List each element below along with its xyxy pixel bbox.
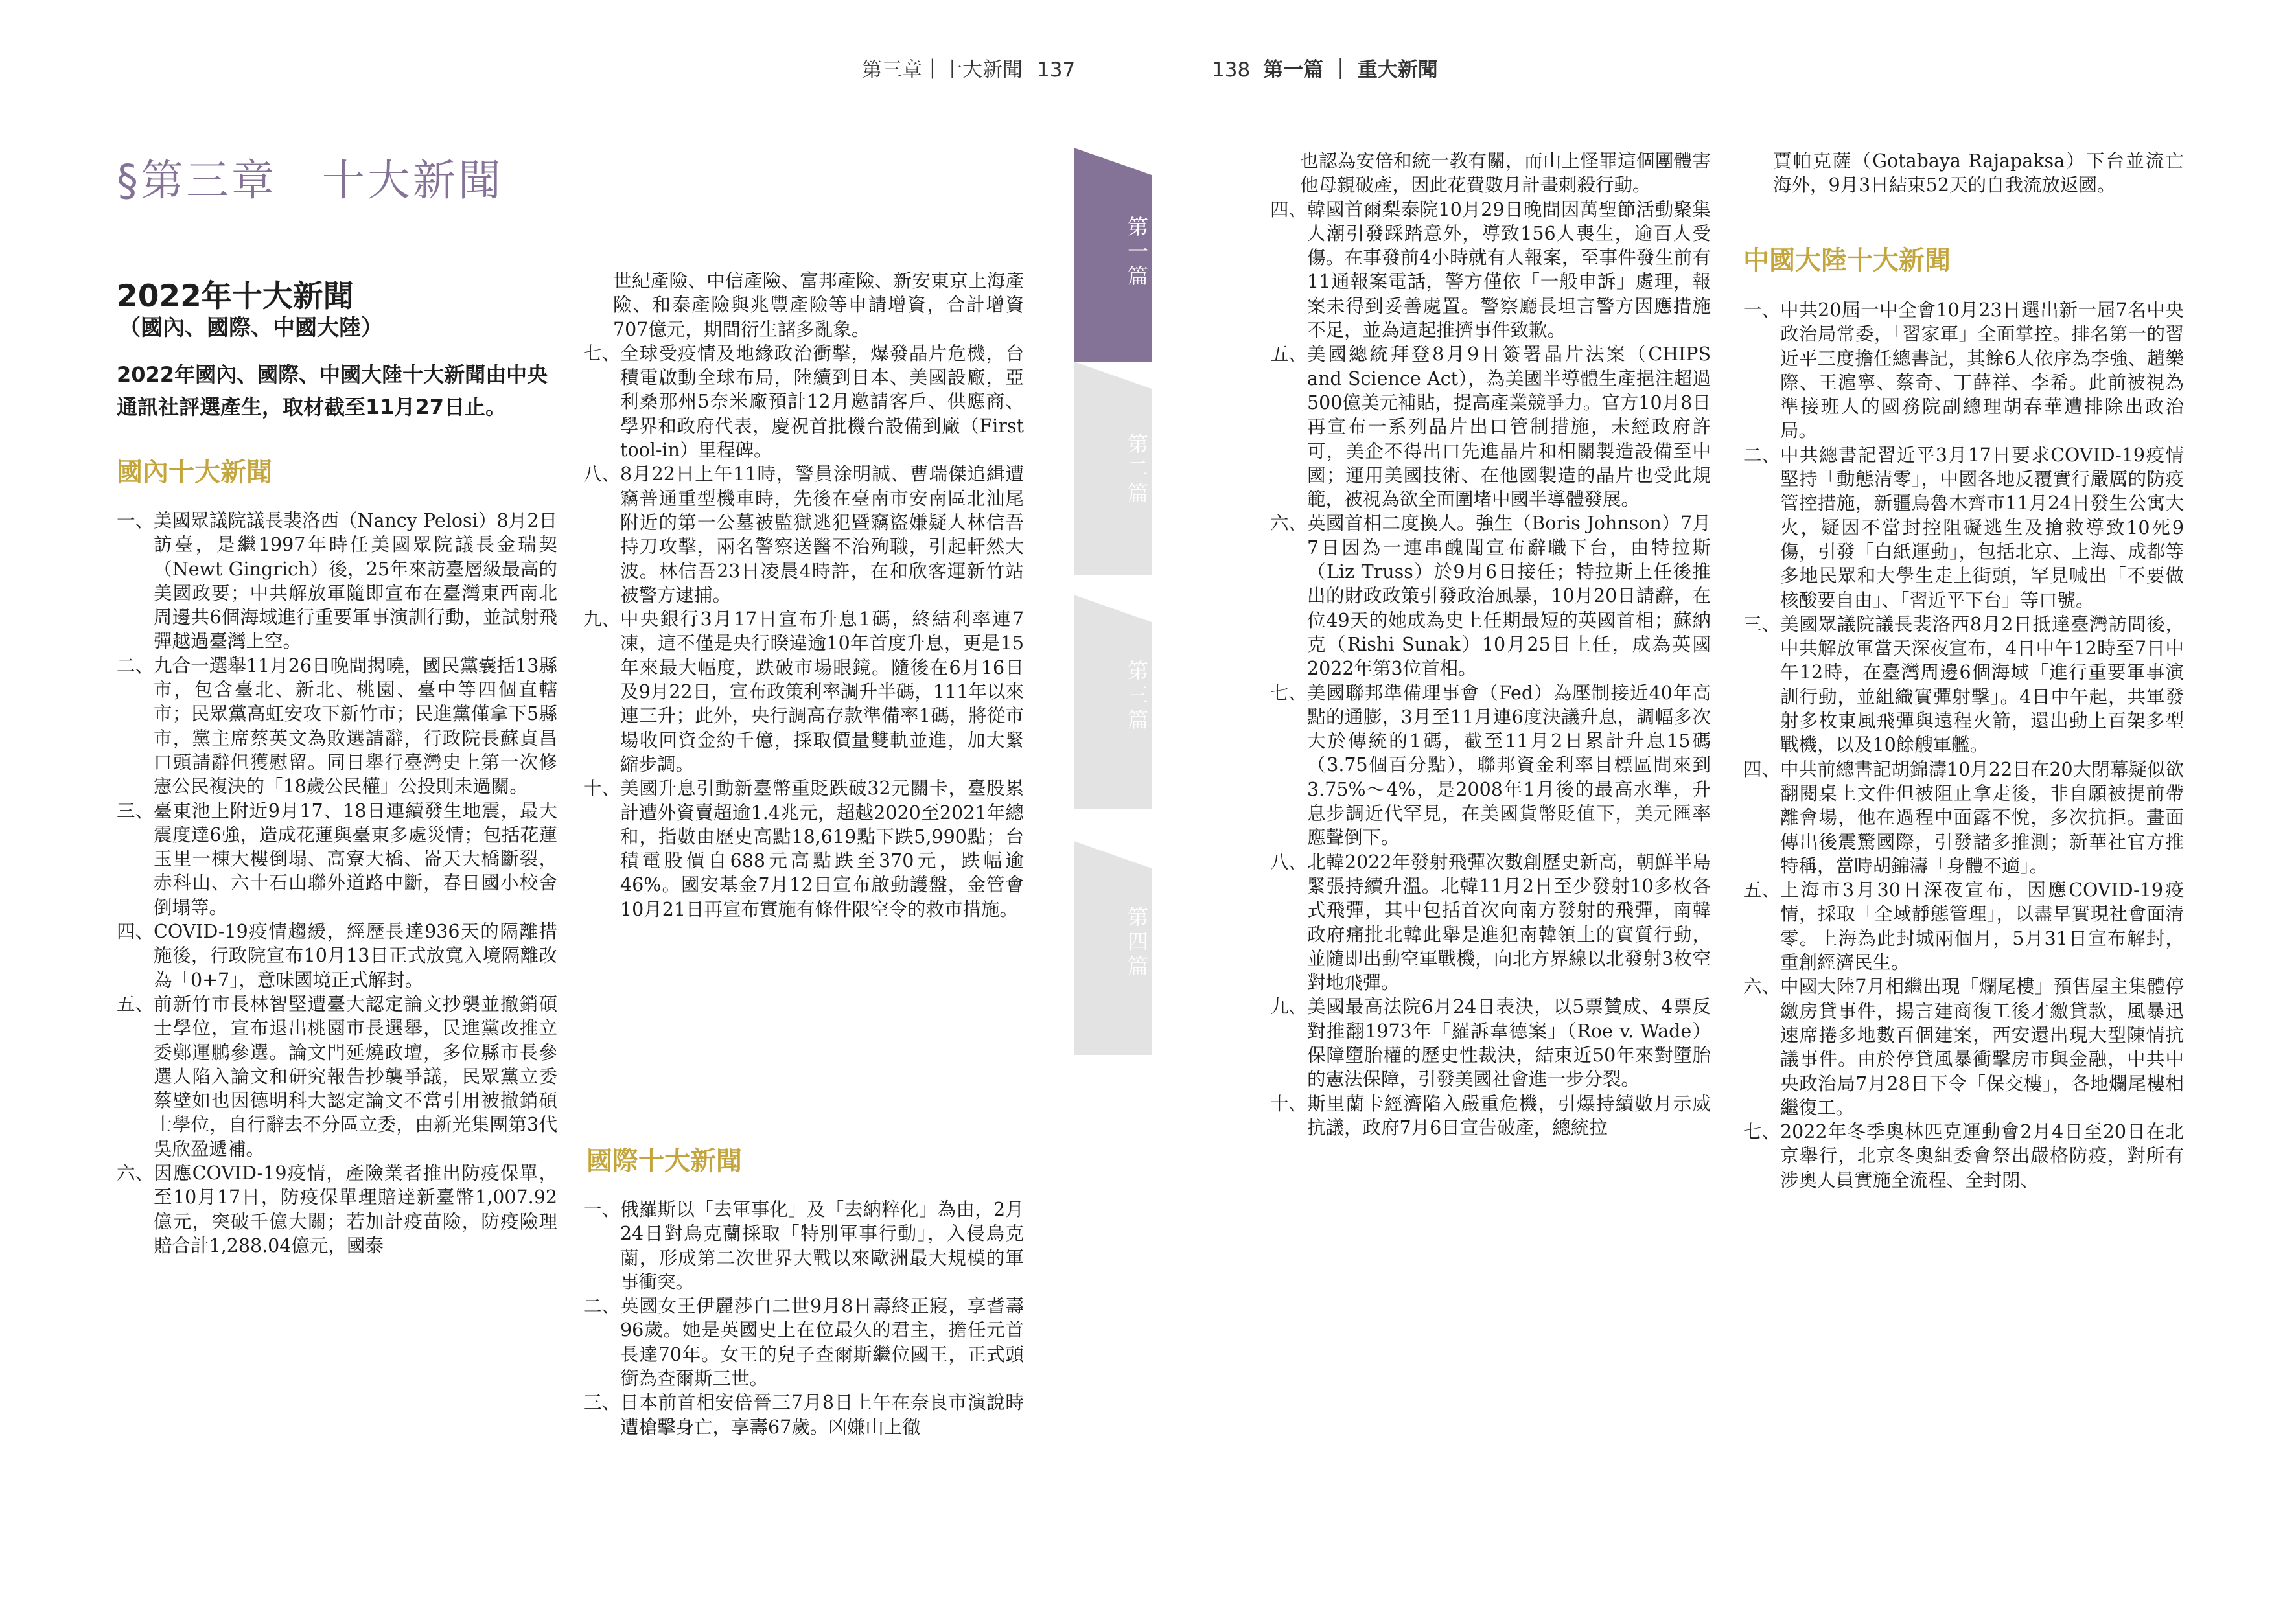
item-number: 五、 — [1743, 879, 1781, 901]
item-text: 美國總統拜登8月9日簽署晶片法案（CHIPS and Science Act），為美國半導體生產挹注超過500億美元補貼，提高產業競爭力。官方10月8日再宣布一系列晶片出口管制措施，未經政府許可，美企不得出口先進晶片和相關製造設備至中國；運用美國技術、在他國製造的晶片也受此規範，被視為欲全面圍堵中國半導體發展。 — [1307, 343, 1711, 511]
item-text: 2022年冬季奧林匹克運動會2月4日至20日在北京舉行，北京冬奧組委會祭出嚴格防疫，對所有涉奧人員實施全流程、全封閉、 — [1780, 1121, 2184, 1191]
item-text: 斯里蘭卡經濟陷入嚴重危機，引爆持續數月示威抗議，政府7月6日宣告破產，總統拉 — [1307, 1093, 1711, 1139]
domestic-item-3 — [117, 799, 557, 919]
domestic-item-1 — [117, 509, 557, 654]
domestic-item-4 — [117, 919, 557, 992]
domestic-item-8 — [583, 462, 1024, 607]
domestic-item-9 — [583, 607, 1024, 776]
item-text: 中國大陸7月相繼出現「爛尾樓」預售屋主集體停繳房貸事件，揚言建商復工後才繳貸款，風暴迅速席捲多地數百個建案，西安還出現大型陳情抗議事件。由於停貸風暴衝擊房市與金融，中共中央政治局7月28日下令「保交樓」，各地爛尾樓相繼復工。 — [1780, 976, 2184, 1118]
item-number: 四、 — [117, 921, 154, 943]
item-number: 八、 — [1270, 851, 1308, 873]
item-number: 五、 — [1270, 343, 1308, 365]
international-item-5 — [1270, 342, 1711, 511]
china-item-6 — [1743, 975, 2184, 1120]
international-item-10 — [1270, 1092, 1711, 1140]
tab-label: 第一篇 — [1124, 216, 1149, 290]
item-text: 日本前首相安倍晉三7月8日上午在奈良市演說時遭槍擊身亡，享壽67歲。凶嫌山上徹 — [620, 1392, 1024, 1438]
item-number: 三、 — [117, 800, 154, 822]
tab-part-4[interactable] — [1074, 841, 1152, 1055]
item-text: 臺東池上附近9月17、18日連續發生地震，最大震度達6強，造成花蓮與臺東多處災情；包括花蓮玉里一棟大樓倒塌、高寮大橋、崙天大橋斷裂，赤科山、六十石山聯外道路中斷，春日國小校舍倒塌等。 — [154, 800, 557, 918]
item-number: 六、 — [117, 1162, 154, 1185]
item-number: 十、 — [583, 778, 621, 800]
international-item-6 — [1270, 511, 1711, 680]
tab-label: 第二篇 — [1124, 433, 1149, 507]
item-text: 美國眾議院議長裴洛西（Nancy Pelosi）8月2日訪臺，是繼1997年時任美國眾院議長金瑞契（Newt Gingrich）後，25年來訪臺層級最高的美國政要；中共解放軍隨即宣布在臺灣東西南北周邊共6個海域進行重要軍事演訓行動，並試射飛彈越過臺灣上空。 — [154, 510, 557, 653]
item-text: 8月22日上午11時，警員涂明誠、曹瑞傑追緝遭竊普通重型機車時，先後在臺南市安南區北汕尾附近的第一公墓被監獄逃犯暨竊盜嫌疑人林信吾持刀攻擊，兩名警察送醫不治殉職，引起軒然大波。林信吾23日凌晨4時許，在和欣客運新竹站被警方逮捕。 — [620, 463, 1024, 606]
chapter-title: §第三章 十大新聞 — [117, 156, 504, 205]
domestic-item-6 — [117, 1161, 557, 1258]
item-number: 九、 — [1270, 996, 1308, 1018]
running-head-chapter: 第三章｜十大新聞 — [862, 58, 1023, 82]
column-1 — [117, 509, 557, 1258]
item-number: 四、 — [1270, 198, 1308, 220]
china-item-4 — [1743, 757, 2184, 878]
china-item-7 — [1743, 1120, 2184, 1192]
international-heading: 國際十大新聞 — [586, 1146, 742, 1176]
item-number: 十、 — [1270, 1093, 1308, 1115]
domestic-item-5 — [117, 992, 557, 1161]
item-text: 中共20屆一中全會10月23日選出新一屆7名中央政治局常委，「習家軍」全面掌控。排名第一的習近平三度擔任總書記，其餘6人依序為李強、趙樂際、王滬寧、蔡奇、丁薛祥、李希。此前被視為準接班人的國務院副總理胡春華遭排除出政治局。 — [1780, 299, 2184, 442]
item-text: 韓國首爾梨泰院10月29日晚間因萬聖節活動聚集人潮引發踩踏意外，導致156人喪生，逾百人受傷。在事發前4小時就有人報案，至事件發生前有11通報案電話，警方僅依「一般申訴」處理，報案未得到妥善處置。警察廳長坦言警方因應措施不足，並為這起推擠事件致歉。 — [1307, 198, 1711, 341]
item-text: 美國升息引動新臺幣重貶跌破32元關卡，臺股累計遭外資賣超逾1.4兆元，超越2020至2021年總和，指數由歷史高點18,619點下跌5,990點；台積電股價自688元高點跌至370元，跌幅逾46%。國安基金7月12日宣布啟動護盤，金管會10月21日再宣布實施有條件限空令的救市措施。 — [620, 778, 1024, 920]
domestic-item-7 — [583, 341, 1024, 462]
international-item-4 — [1270, 198, 1711, 343]
item-text: 中共前總書記胡錦濤10月22日在20大閉幕疑似欲翻閱桌上文件但被阻止拿走後，非自願被提前帶離會場，他在過程中面露不悅，多次抗拒。畫面傳出後震驚國際，引發諸多推測；新華社官方推特稱，當時胡錦濤「身體不適」。 — [1780, 758, 2184, 877]
item-text: 美國聯邦準備理事會（Fed）為壓制接近40年高點的通膨，3月至11月連6度決議升息，調幅多次大於傳統的1碼，截至11月2日累計升息15碼（3.75個百分點），聯邦資金利率目標區間來到3.75%～4%，是2008年1月後的最高水準，升息步調近代罕見，在美國貨幣貶值下，美元匯率應聲倒下。 — [1307, 682, 1711, 849]
item-number: 六、 — [1743, 976, 1781, 998]
running-head-right — [1212, 53, 1438, 82]
column-3 — [1270, 149, 1711, 1140]
china-item-3 — [1743, 612, 2184, 757]
item-text: 英國首相二度換人。強生（Boris Johnson）7月7日因為一連串醜聞宣布辭職下台，由特拉斯（Liz Truss）於9月6日接任；特拉斯上任後推出的財政政策引發政治風暴，10月20日請辭，在位49天的她成為史上任期最短的英國首相；蘇納克（Rishi Sunak）10月25日上任，成為英國2022年第3位首相。 — [1307, 513, 1711, 680]
item-text: 全球受疫情及地緣政治衝擊，爆發晶片危機，台積電啟動全球布局，陸續到日本、美國設廠，亞利桑那州5奈米廠預計12月邀請客戶、供應商、學界和政府代表，慶祝首批機台設備到廠（First tool-in）里程碑。 — [620, 342, 1024, 461]
page-number-right: 138 — [1212, 58, 1251, 82]
item-text: 上海市3月30日深夜宣布，因應COVID-19疫情，採取「全域靜態管理」，以盡早實現社會面清零。上海為此封城兩個月，5月31日宣布解封，重創經濟民生。 — [1780, 879, 2184, 974]
item-number: 五、 — [117, 993, 154, 1015]
domestic-item-10 — [583, 776, 1024, 921]
item-text: 前新竹市長林智堅遭臺大認定論文抄襲並撤銷碩士學位，宣布退出桃園市長選舉，民進黨改推立委鄭運鵬參選。論文門延燒政壇，多位縣市長參選人陷入論文和研究報告抄襲爭議，民眾黨立委蔡壁如也因德明科大認定論文不當引用被撤銷碩士學位，自行辭去不分區立委，由新光集團第3代吳欣盈遞補。 — [154, 993, 557, 1160]
item-number: 七、 — [583, 342, 621, 364]
item-text: 九合一選舉11月26日晚間揭曉，國民黨囊括13縣市，包含臺北、新北、桃園、臺中等四個直轄市；民眾黨高虹安攻下新竹市；民進黨僅拿下5縣市，黨主席蔡英文為敗選請辭，行政院長蘇貞昌口頭請辭但獲慰留。同日舉行臺灣史上第一次修憲公民複決的「18歲公民權」公投則未過關。 — [154, 654, 557, 798]
item-text: 俄羅斯以「去軍事化」及「去納粹化」為由，2月24日對烏克蘭採取「特別軍事行動」，入侵烏克蘭，形成第二次世界大戰以來歐洲最大規模的軍事衝突。 — [620, 1199, 1024, 1293]
domestic-item-6-continued: 世紀產險、中信產險、富邦產險、新安東京上海產險、和泰產險與兆豐產險等申請增資，合計增資707億元，期間衍生諸多亂象。 — [613, 270, 1024, 340]
china-item-2 — [1743, 443, 2184, 612]
international-item-3-continued: 也認為安倍和統一教有關，而山上怪罪這個團體害他母親破產，因此花費數月計畫刺殺行動。 — [1300, 150, 1711, 196]
tab-part-3[interactable] — [1074, 595, 1152, 809]
china-item-1 — [1743, 298, 2184, 443]
item-number: 六、 — [1270, 513, 1308, 535]
item-number: 一、 — [583, 1199, 621, 1220]
item-number: 二、 — [117, 654, 154, 676]
international-item-1 — [583, 1197, 1024, 1294]
item-number: 八、 — [583, 463, 621, 485]
china-heading: 中國大陸十大新聞 — [1743, 246, 1951, 275]
item-text: 美國眾議院議長裴洛西8月2日抵達臺灣訪問後，中共解放軍當天深夜宣布，4日中午12時至7日中午12時，在臺灣周邊6個海域「進行重要軍事演訓行動，並組織實彈射擊」。4日中午起，共軍發射多枚東風飛彈與遠程火箭，還出動上百架多型戰機，以及10餘艘軍艦。 — [1780, 613, 2184, 756]
international-item-3 — [583, 1391, 1024, 1439]
item-number: 一、 — [1743, 299, 1781, 321]
item-number: 九、 — [583, 608, 621, 630]
item-number: 二、 — [1743, 444, 1781, 466]
international-item-7 — [1270, 681, 1711, 850]
item-text: 中共總書記習近平3月17日要求COVID-19疫情堅持「動態清零」，中國各地反覆實行嚴厲的防疫管控措施，新疆烏魯木齊市11月24日發生公寓大火，疑因不當封控阻礙逃生及搶救導致10死9傷，引發「白紙運動」，包括北京、上海、成都等多地民眾和大學生走上街頭，罕見喊出「不要做核酸要自由」、「習近平下台」等口號。 — [1780, 444, 2184, 611]
item-text: 美國最高法院6月24日表決，以5票贊成、4票反對推翻1973年「羅訴韋德案」（Roe v. Wade）保障墮胎權的歷史性裁決，結束近50年來對墮胎的憲法保障，引發美國社會進一步分裂。 — [1307, 996, 1711, 1091]
column-2 — [583, 269, 1024, 921]
running-head-part-title: 第一篇 ｜ 重大新聞 — [1263, 58, 1438, 82]
column-4-top — [1743, 149, 2184, 198]
year-title: 2022年十大新聞 — [117, 279, 354, 314]
running-head-left — [862, 53, 1075, 82]
tab-part-1[interactable] — [1074, 148, 1152, 362]
item-text: 英國女王伊麗莎白二世9月8日壽終正寢，享耆壽96歲。她是英國史上在位最久的君主，擔任元首長達70年。女王的兒子查爾斯繼位國王，正式頭銜為查爾斯三世。 — [620, 1295, 1024, 1390]
year-subtitle: （國內、國際、中國大陸） — [119, 315, 383, 341]
item-text: 北韓2022年發射飛彈次數創歷史新高，朝鮮半島緊張持續升溫。北韓11月2日至少發射10多枚各式飛彈，其中包括首次向南方發射的飛彈，南韓政府痛批北韓此舉是進犯南韓領土的實質行動，並隨即出動空軍戰機，向北方界線以北發射3枚空對地飛彈。 — [1307, 851, 1711, 994]
international-item-9 — [1270, 995, 1711, 1091]
column-2-international — [583, 1197, 1024, 1439]
tab-part-2[interactable] — [1074, 362, 1152, 575]
item-number: 三、 — [1743, 613, 1781, 635]
china-item-5 — [1743, 878, 2184, 975]
tab-label: 第三篇 — [1124, 660, 1149, 734]
column-4 — [1743, 298, 2184, 1192]
item-number: 二、 — [583, 1295, 621, 1317]
item-text: COVID-19疫情趨緩，經歷長達936天的隔離措施後，行政院宣布10月13日正式放寬入境隔離改為「0+7」，意味國境正式解封。 — [154, 921, 557, 991]
international-item-8 — [1270, 850, 1711, 995]
international-item-10-continued: 賈帕克薩（Gotabaya Rajapaksa）下台並流亡海外，9月3日結束52天的自我流放返國。 — [1773, 150, 2184, 196]
domestic-heading: 國內十大新聞 — [117, 457, 272, 487]
item-text: 因應COVID-19疫情，產險業者推出防疫保單，至10月17日，防疫保單理賠達新臺幣1,007.92億元，突破千億大關；若加計疫苗險，防疫險理賠合計1,288.04億元，國泰 — [154, 1162, 557, 1256]
item-number: 一、 — [117, 510, 154, 531]
item-number: 七、 — [1270, 682, 1308, 704]
item-text: 中央銀行3月17日宣布升息1碼，終結利率連7凍，這不僅是央行睽違逾10年首度升息，更是15年來最大幅度，跌破市場眼鏡。隨後在6月16日及9月22日，宣布政策利率調升半碼，111年以來連三升；此外，央行調高存款準備率1碼，將從市場收回資金約千億，採取價量雙軌並進，加大緊縮步調。 — [620, 608, 1024, 775]
item-number: 七、 — [1743, 1121, 1781, 1143]
domestic-item-2 — [117, 654, 557, 799]
tab-label: 第四篇 — [1124, 906, 1149, 980]
international-item-2 — [583, 1294, 1024, 1391]
item-number: 四、 — [1743, 758, 1781, 780]
page-number-left: 137 — [1037, 58, 1076, 82]
item-number: 三、 — [583, 1392, 621, 1414]
intro-paragraph: 2022年國內、國際、中國大陸十大新聞由中央通訊社評選產生，取材截至11月27日止。 — [117, 362, 548, 419]
